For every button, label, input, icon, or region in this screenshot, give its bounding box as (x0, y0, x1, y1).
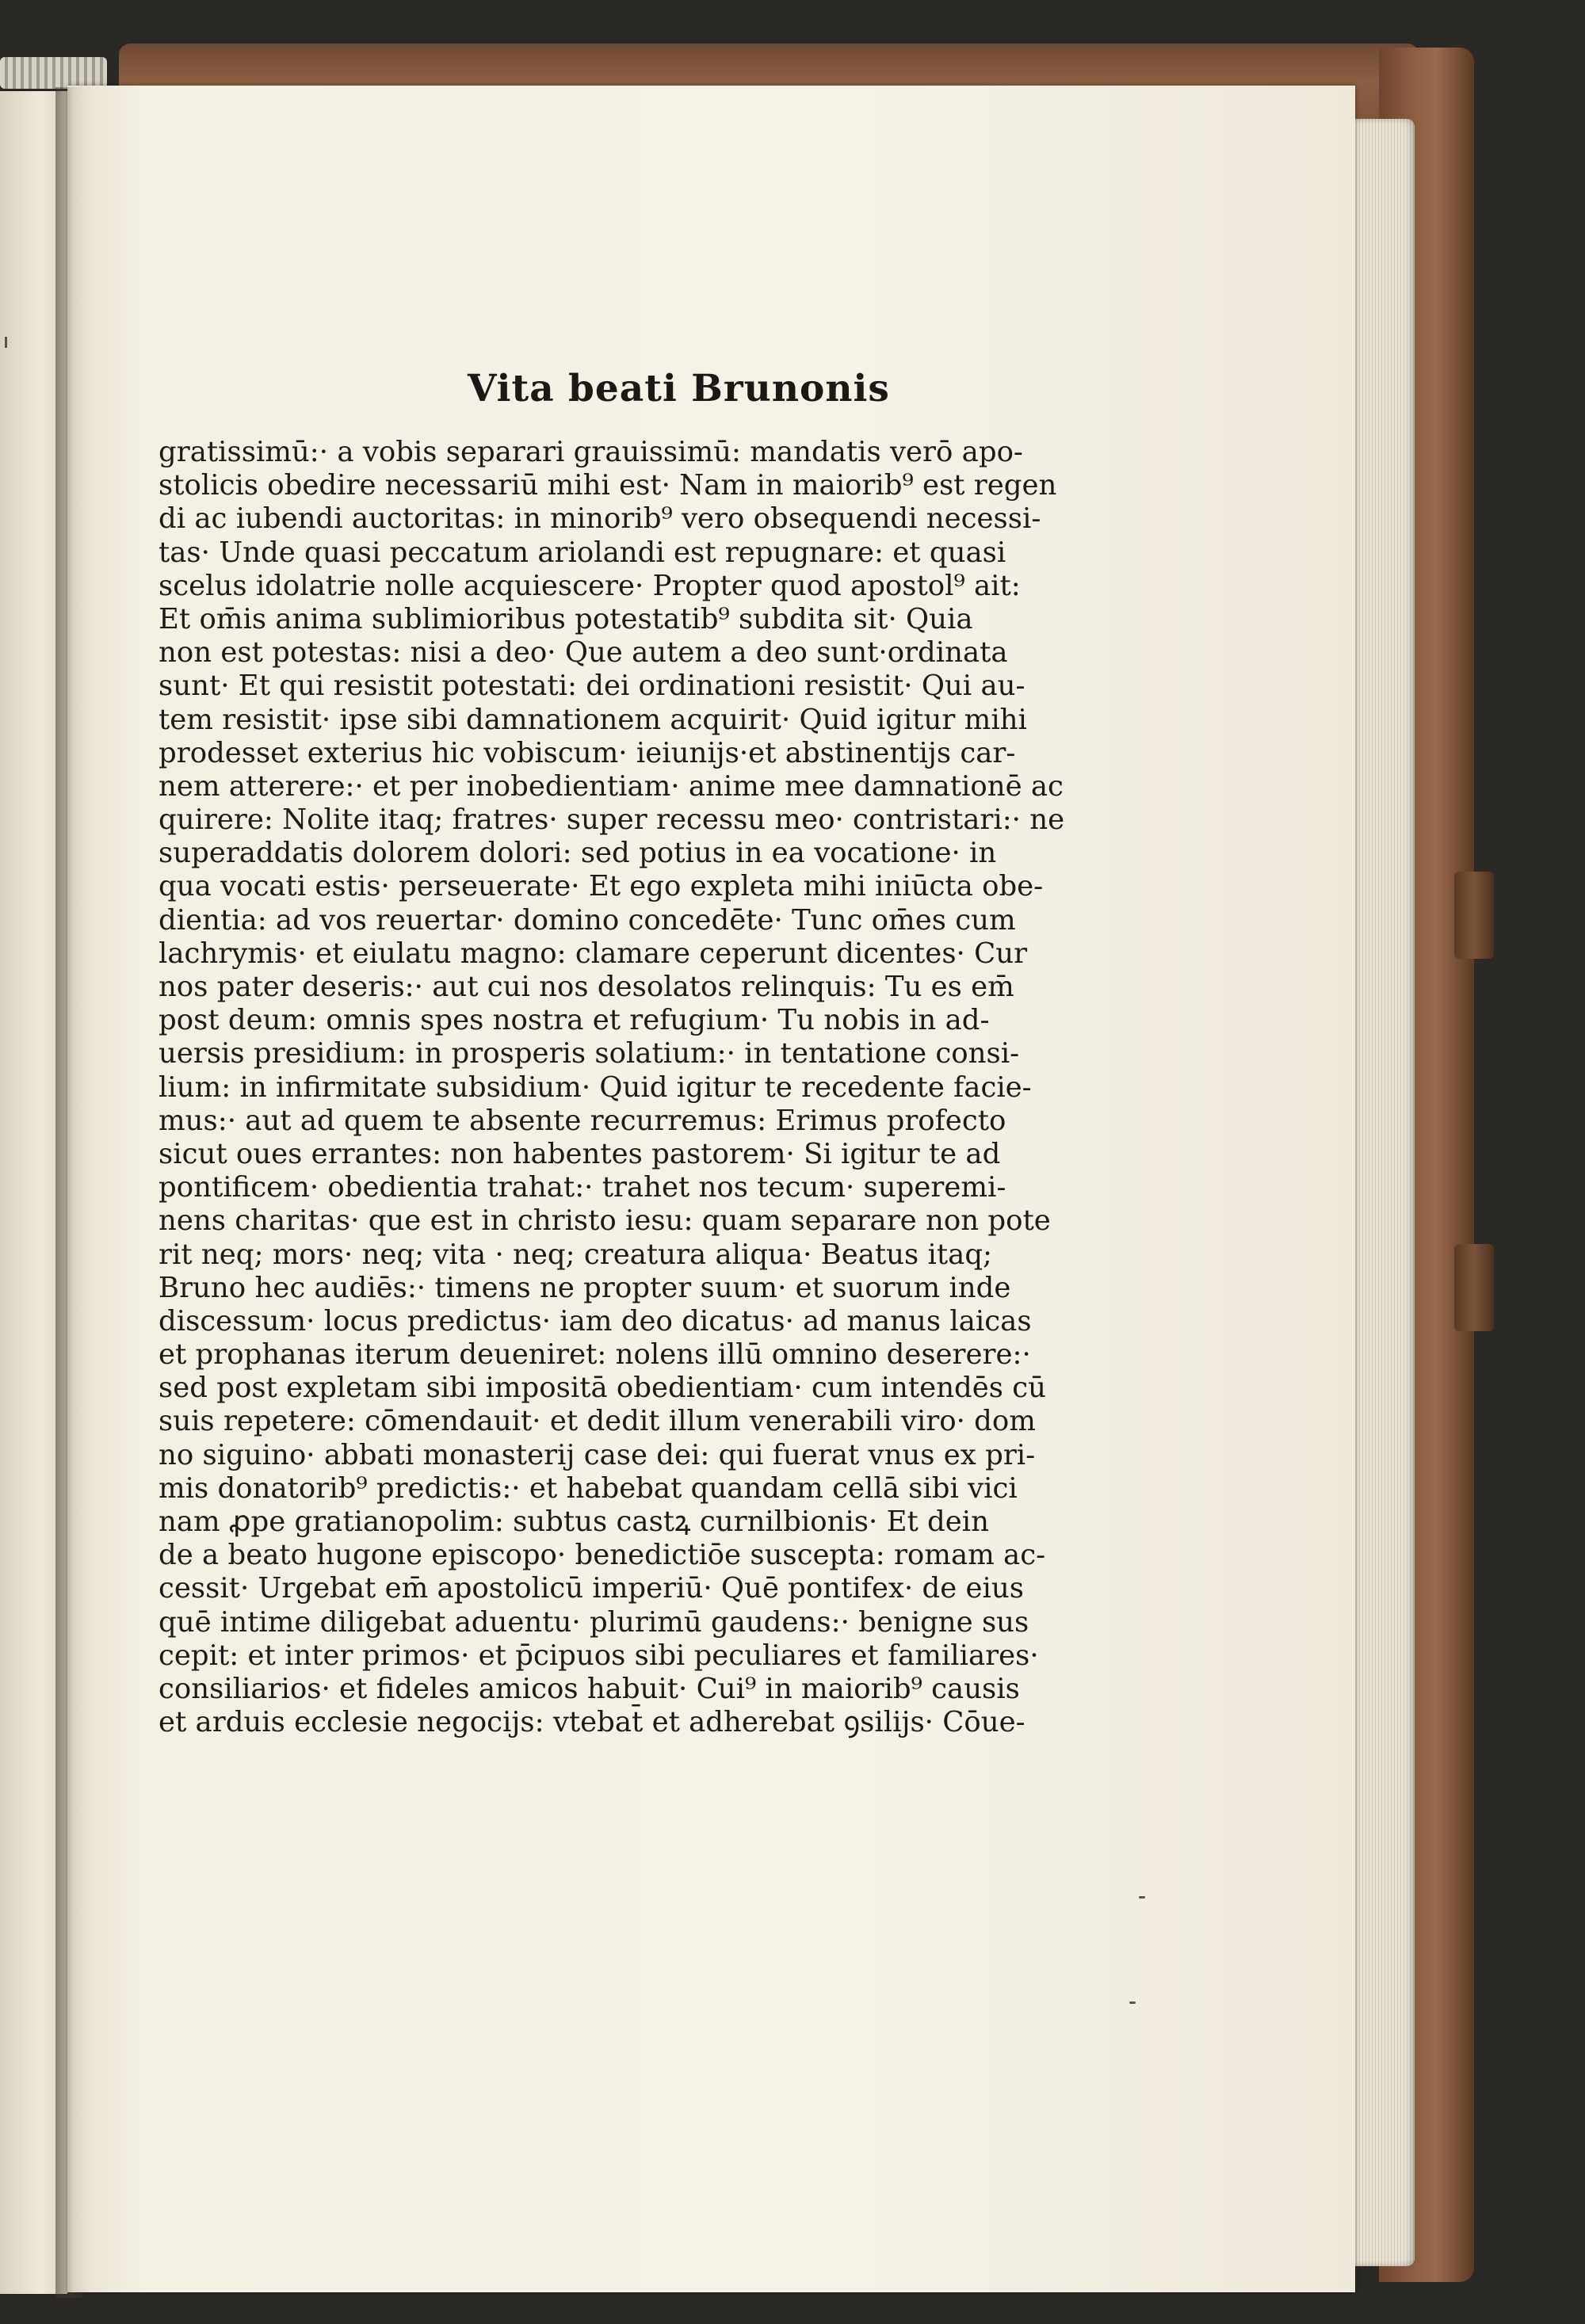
text-line: qua vocati estis· perseuerate· Et ego expleta mihi iniūcta obe- (158, 870, 1044, 903)
text-line: mus:· aut ad quem te absente recurremus: Erimus profecto (158, 1104, 1006, 1137)
text-block (158, 436, 1205, 1739)
text-line: gratissimū:· a vobis separari grauissimū: mandatis verō apo- (158, 436, 1023, 468)
page-edges (1347, 119, 1415, 2266)
text-line: no siguino· abbati monasterij case dei: qui fuerat vnus ex pri- (158, 1438, 1036, 1471)
text-line: nam ꝓpe gratianopolim: subtus castꝝ curnilbionis· Et dein (158, 1505, 990, 1538)
main-page (67, 86, 1355, 2292)
text-line: prodesset exterius hic vobiscum· ieiunijs·et abstinentijs car- (158, 736, 1016, 769)
text-line: suis repetere: cōmendauit· et dedit illum venerabili viro· dom (158, 1405, 1036, 1438)
ink-speck (1129, 2002, 1136, 2004)
text-line: mis donatorib⁹ predictis:· et habebat quandam cellā sibi vici (158, 1471, 1018, 1505)
headband (0, 57, 107, 89)
gutter-shadow (55, 87, 91, 2298)
text-line: scelus idolatrie nolle acquiescere· Propter quod apostol⁹ ait: (158, 569, 1021, 602)
text-line: quirere: Nolite itaq; fratres· super recessu meo· contristari:· ne (158, 803, 1065, 837)
text-line: sed post expletam sibi impositā obedientiam· cum intendēs cū (158, 1372, 1047, 1405)
text-line: sunt· Et qui resistit potestati: dei ordinationi resistit· Qui au- (158, 670, 1025, 703)
text-line: non est potestas: nisi a deo· Que autem a deo sunt·ordinata (158, 636, 1008, 670)
text-line: pontificem· obedientia trahat:· trahet nos tecum· superemi- (158, 1171, 1006, 1204)
binding-clasp (1454, 872, 1494, 959)
text-line: stolicis obedire necessariū mihi est· Nam in maiorib⁹ est regen (158, 469, 1057, 502)
text-line: tas· Unde quasi peccatum ariolandi est repugnare: et quasi (158, 536, 1006, 569)
text-line: di ac iubendi auctoritas: in minorib⁹ vero obsequendi necessi- (158, 502, 1041, 536)
text-line: dientia: ad vos reuertar· domino concedēte· Tunc om̄es cum (158, 903, 1016, 937)
text-line: nos pater deseris:· aut cui nos desolatos relinquis: Tu es em̄ (158, 971, 1014, 1003)
text-line: tem resistit· ipse sibi damnationem acquirit· Quid igitur mihi (158, 703, 1027, 736)
text-line: discessum· locus predictus· iam deo dicatus· ad manus laicas (158, 1304, 1032, 1338)
text-line: consiliarios· et fideles amicos habuit· Cui⁹ in maiorib⁹ causis (158, 1672, 1020, 1705)
margin-mark (5, 337, 7, 348)
text-line: sicut oues errantes: non habentes pastorem· Si igitur te ad (158, 1137, 1001, 1170)
text-line: de a beato hugone episcopo· benedictiōe suscepta: romam ac- (158, 1539, 1046, 1572)
text-line: post deum: omnis spes nostra et refugium· Tu nobis in ad- (158, 1004, 990, 1037)
text-line: lium: in infirmitate subsidium· Quid igitur te recedente facie- (158, 1070, 1032, 1104)
text-line: nens charitas· que est in christo iesu: quam separare non pote (158, 1204, 1051, 1238)
text-line: nem atterere:· et per inobedientiam· anime mee damnationē ac (158, 769, 1064, 803)
ink-speck (1139, 1896, 1145, 1899)
binding-clasp (1454, 1244, 1494, 1331)
text-line: Bruno hec audiēs:· timens ne propter suum· et suorum inde (158, 1271, 1011, 1304)
text-line: cessit· Urgebat em̄ apostolicū imperiū· Quē pontifex· de eius (158, 1572, 1024, 1605)
text-line: cepit: et inter primos· et p̄cipuos sibi peculiares et familiares· (158, 1639, 1039, 1672)
text-line: et arduis ecclesie negocijs: vtebat̄ et adherebat ꝯsilijs· Cōue- (158, 1706, 1025, 1739)
text-line: superaddatis dolorem dolori: sed potius in ea vocatione· in (158, 837, 997, 870)
text-line: quē intime diligebat aduentu· plurimū gaudens:· benigne sus (158, 1605, 1029, 1639)
text-line: Et om̄is anima sublimioribus potestatib⁹ subdita sit· Quia (158, 602, 973, 635)
text-line: rit neq; mors· neq; vita · neq; creatura aliqua· Beatus itaq; (158, 1238, 993, 1271)
text-line: uersis presidium: in prosperis solatium:· in tentatione consi- (158, 1037, 1020, 1070)
text-line: et prophanas iterum deueniret: nolens illū omnino deserere:· (158, 1338, 1031, 1372)
running-head: Vita beati Brunonis (468, 367, 890, 410)
text-line: lachrymis· et eiulatu magno: clamare ceperunt dicentes· Cur (158, 937, 1028, 970)
